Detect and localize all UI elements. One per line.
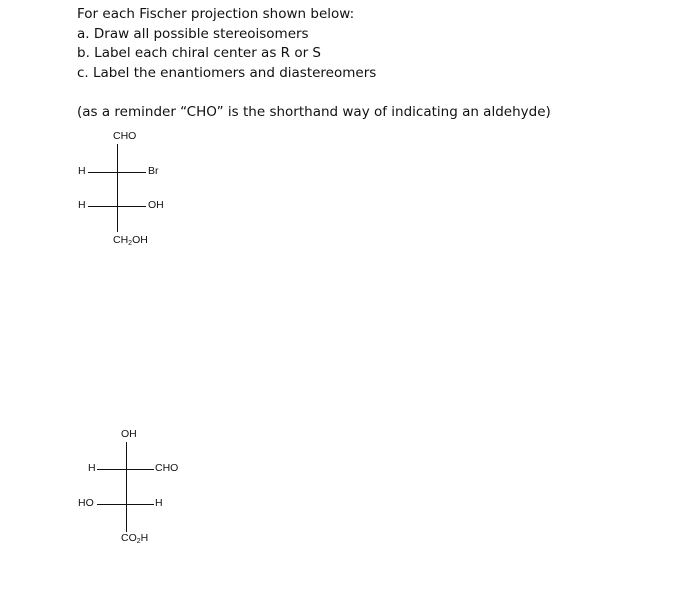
item-marker: c. bbox=[77, 65, 89, 81]
item-text: Label each chiral center as R or S bbox=[94, 45, 321, 61]
horizontal-bond-upper bbox=[97, 469, 154, 470]
row1-left-group: H bbox=[88, 462, 96, 474]
bottom-group: $CH_2OH$ bbox=[113, 234, 148, 247]
top-group: OH bbox=[121, 428, 137, 440]
row2-left-group: HO bbox=[78, 497, 94, 509]
item-marker: b. bbox=[77, 45, 90, 61]
row1-right-group: CHO bbox=[155, 462, 179, 474]
instructions-title: For each Fischer projection shown below: bbox=[77, 6, 355, 22]
aldehyde-reminder: (as a reminder “CHO” is the shorthand way of indicating an aldehyde) bbox=[77, 104, 551, 120]
vertical-bond bbox=[126, 442, 127, 532]
item-marker: a. bbox=[77, 26, 90, 42]
row2-right-group: H bbox=[155, 497, 163, 509]
row2-left-group: H bbox=[78, 199, 86, 211]
row1-left-group: H bbox=[78, 165, 86, 177]
item-text: Draw all possible stereoisomers bbox=[93, 26, 309, 42]
bottom-group: $CO_2H$ bbox=[121, 532, 149, 545]
top-group: CHO bbox=[113, 130, 137, 142]
horizontal-bond-lower bbox=[97, 504, 154, 505]
row1-right-group: Br bbox=[148, 165, 159, 177]
item-text: Label the enantiomers and diastereomers bbox=[93, 65, 377, 81]
row2-right-group: OH bbox=[148, 199, 164, 211]
